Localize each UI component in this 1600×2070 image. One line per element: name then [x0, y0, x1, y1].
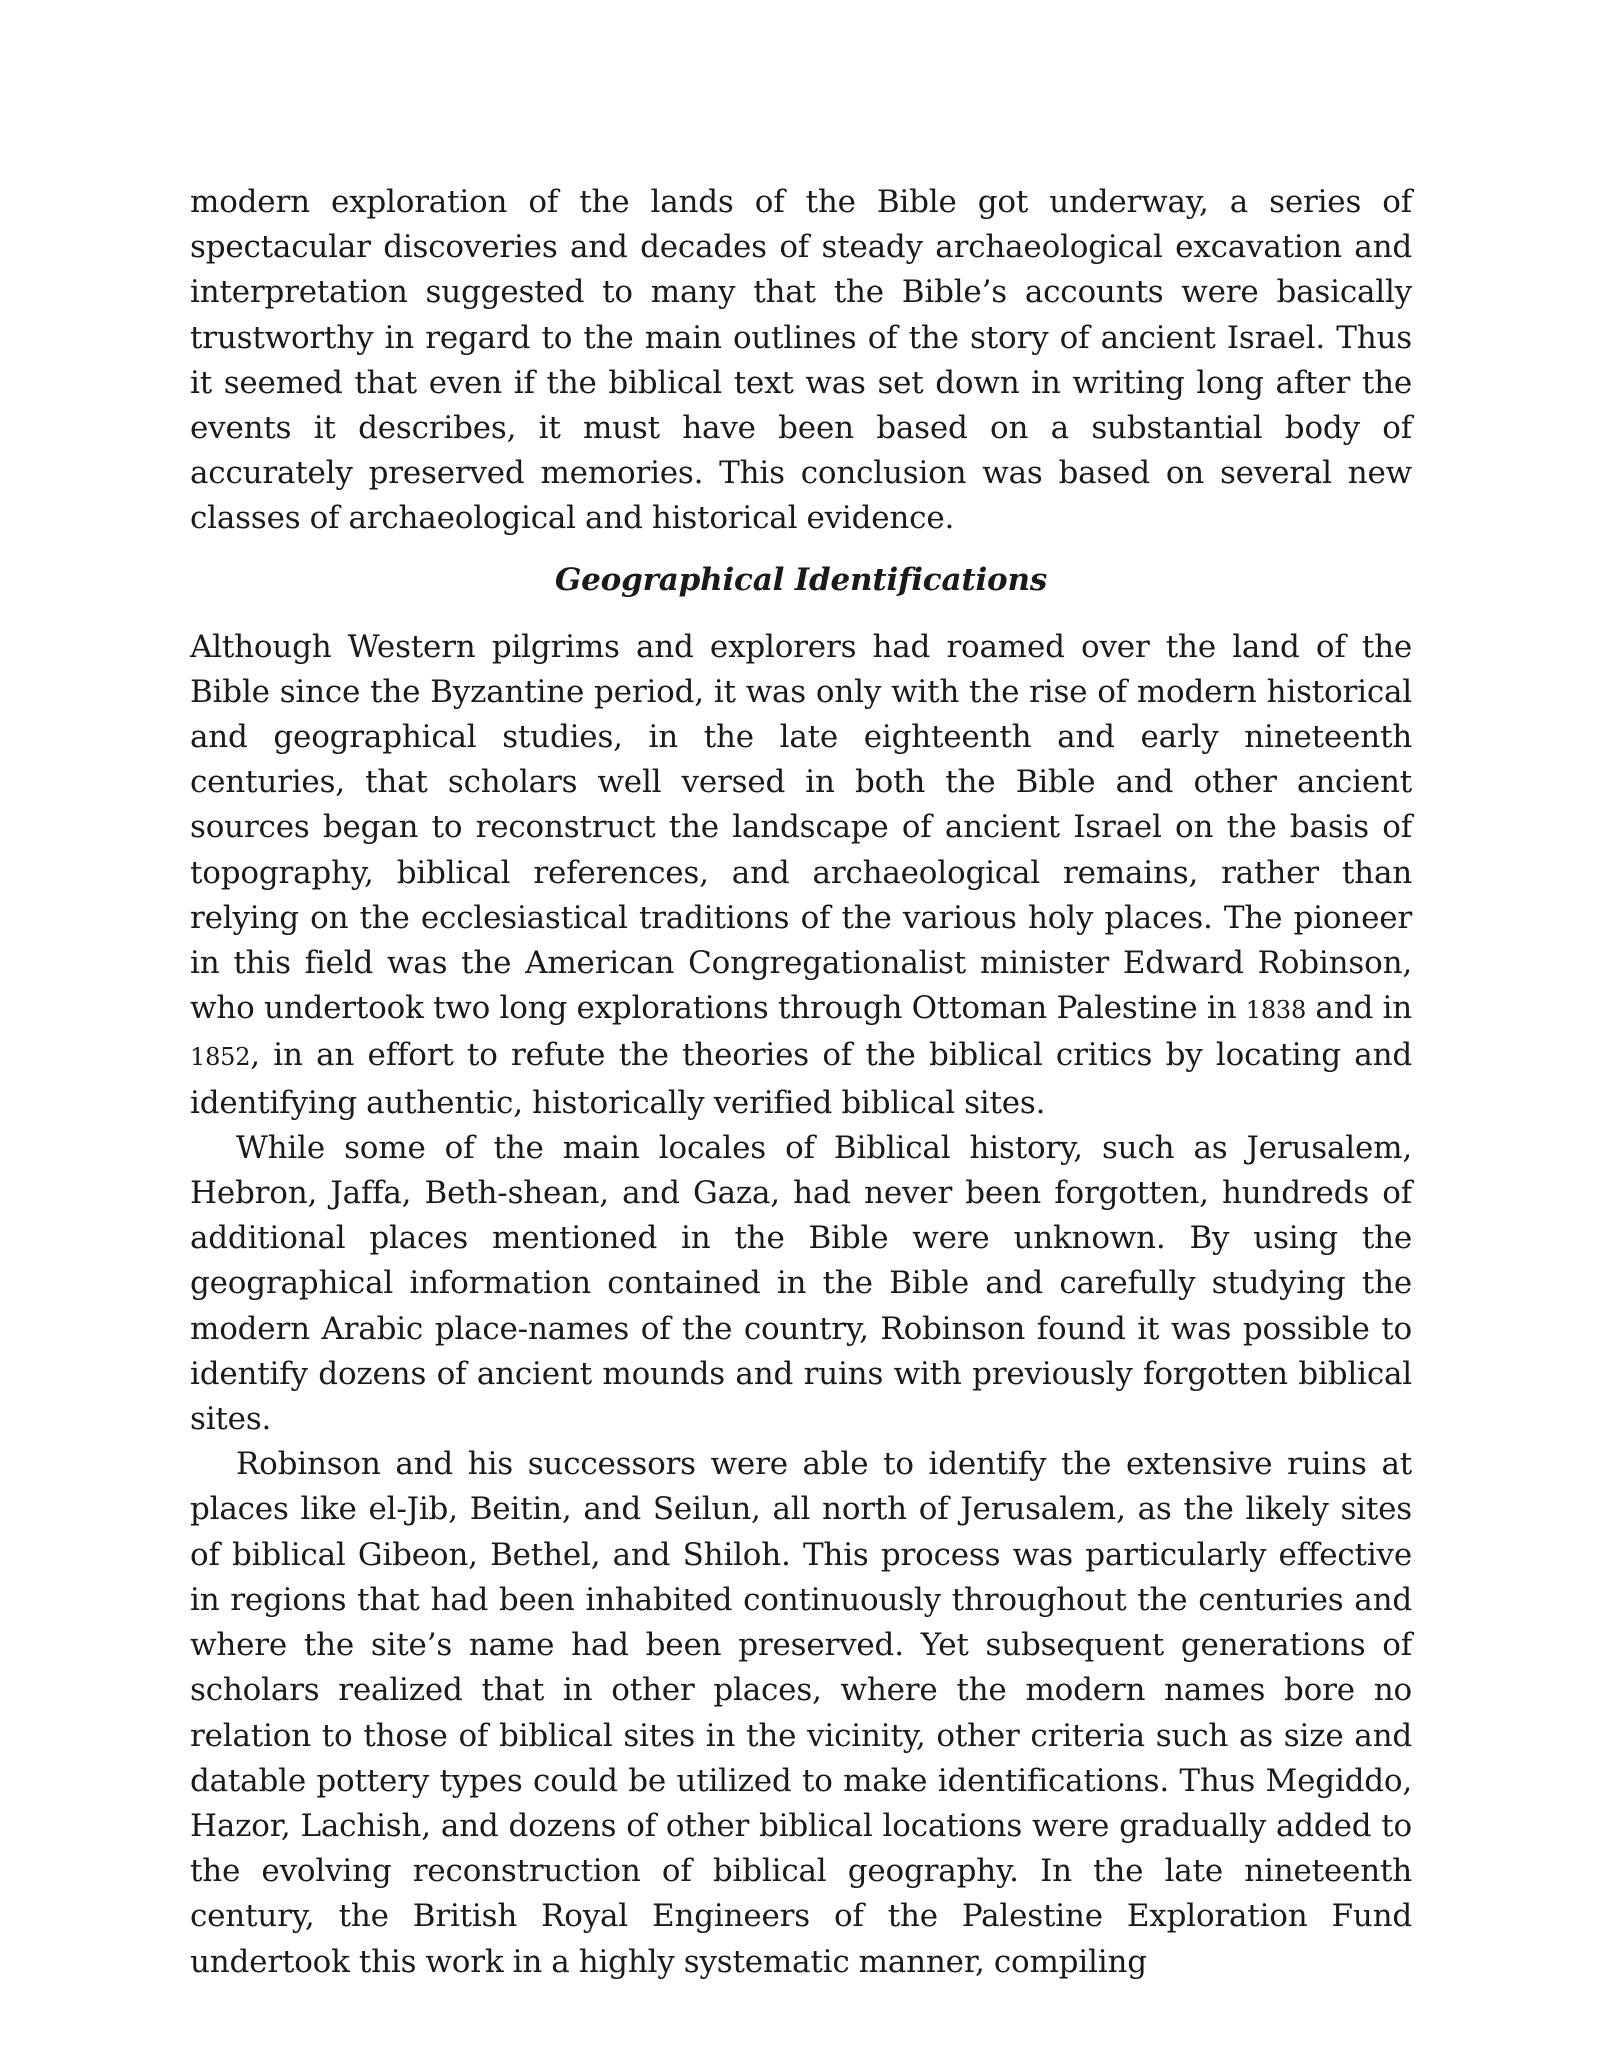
intro-paragraph: modern exploration of the lands of the Bible got underway, a series of spectacular discoveries and decades of steady archaeological excavation and interpretation suggested to many that the Bible’s accounts were basically trustworthy in regard to the main outlines of the story of ancient Israel. Thus it seemed that even if the biblical text was set down in writing long after the events it describes, it must have been based on a substantial body of accurately preserved memories. This conclusion was based on several new classes of archaeological and historical evidence.	[190, 184, 1412, 537]
year-number: 1838	[1245, 996, 1307, 1025]
paragraph-text: , in an effort to refute the theories of the biblical critics by locating and identifying authentic, historically verified biblical sites.	[190, 1037, 1412, 1121]
book-page	[190, 180, 1412, 1985]
paragraph-text: Although Western pilgrims and explorers had roamed over the land of the Bible since the Byzantine period, it was only with the rise of modern historical and geographical studies, in the late eighteenth and early nineteenth centuries, that scholars well versed in both the Bible and other ancient sources began to reconstruct the landscape of ancient Israel on the basis of topography, biblical references, and archaeological remains, rather than relying on the ecclesiastical traditions of the various holy places. The pioneer in this field was the American Congregationalist minister Edward Robinson, who undertook two long explorations through Ottoman Palestine in	[190, 628, 1412, 1027]
paragraph-text: and in	[1306, 990, 1412, 1027]
section-heading: Geographical Identifications	[554, 561, 1048, 598]
paragraph-geographical-1	[190, 625, 1412, 1126]
year-number: 1852	[190, 1043, 251, 1072]
paragraph-geographical-3: Robinson and his successors were able to identify the extensive ruins at places like el-Jib, Beitin, and Seilun, all north of Jerusalem, as the likely sites of biblical Gibeon, Bethel, and Shiloh. This process was particularly effective in regions that had been inhabited continuously throughout the centuries and where the site’s name had been preserved. Yet subsequent generations of scholars realized that in other places, where the modern names bore no relation to those of biblical sites in the vicinity, other criteria such as size and datable pottery types could be utilized to make identifications. Thus Megiddo, Hazor, Lachish, and dozens of other biblical locations were gradually added to the evolving reconstruction of biblical geography. In the late nineteenth century, the British Royal Engineers of the Palestine Exploration Fund undertook this work in a highly systematic manner, compiling	[190, 1446, 1412, 1980]
paragraph-geographical-2: While some of the main locales of Biblical history, such as Jerusalem, Hebron, Jaffa, Beth-shean, and Gaza, had never been forgotten, hundreds of additional places mentioned in the Bible were unknown. By using the geographical information contained in the Bible and carefully studying the modern Arabic place-names of the country, Robinson found it was possible to identify dozens of ancient mounds and ruins with previously forgotten biblical sites.	[190, 1129, 1412, 1438]
